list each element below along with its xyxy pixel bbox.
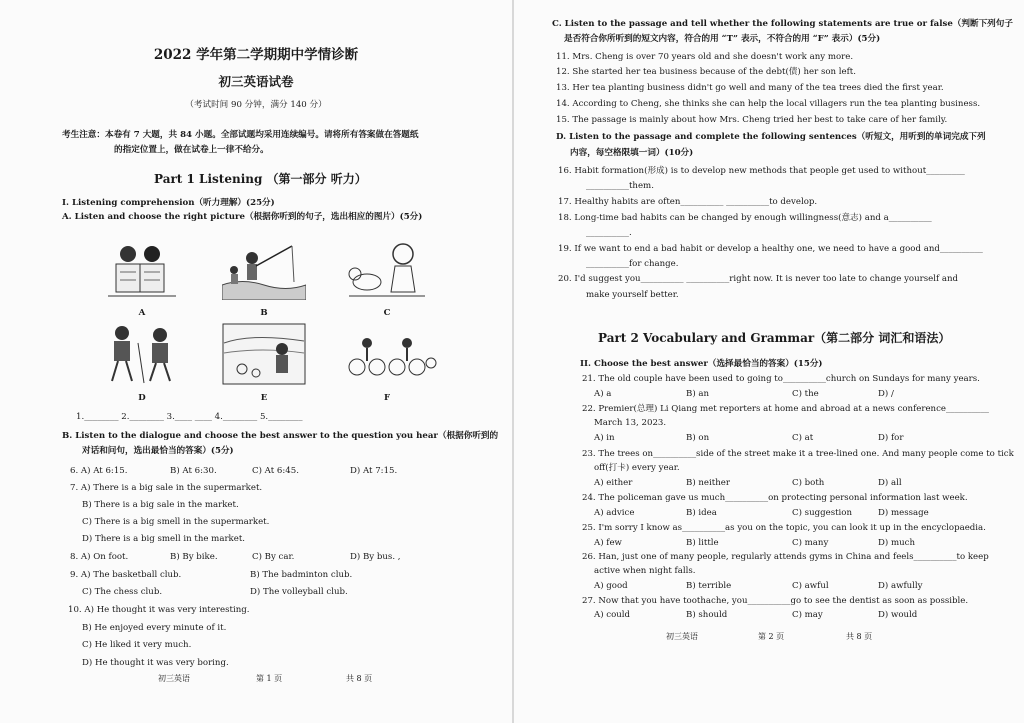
q10-d: D) He thought it was very boring. [82, 658, 229, 668]
q25-c: C) many [792, 538, 829, 548]
notice-line-1: 考生注意：本卷有 7 大题，共 84 小题。全部试题均采用连续编号。请将所有答案做在答题纸 [62, 130, 419, 140]
q19-line-1: 19. If we want to end a bad habit or develop a healthy one, we need to have a good and__________ [558, 244, 983, 254]
q24-b: B) idea [686, 508, 717, 518]
q10-c: C) He liked it very much. [82, 640, 192, 650]
q25-b: B) little [686, 538, 719, 548]
q26-d: D) awfully [878, 581, 923, 591]
q10-a: 10. A) He thought it was very interesting. [68, 605, 250, 615]
farm-field-icon [222, 323, 306, 385]
picture-d [100, 323, 184, 385]
picture-a-label: A [138, 308, 146, 318]
q23-stem: 23. The trees on__________side of the street make it a tree-lined one. And many people come to tick [582, 449, 1014, 459]
exam-info: （考试时间 90 分钟，满分 140 分） [185, 100, 327, 110]
picture-e-label: E [260, 393, 268, 403]
part2-title: Part 2 Vocabulary and Grammar（第二部分 词汇和语法） [598, 331, 951, 345]
q26-stem: 26. Han, just one of many people, regularly attends gyms in China and feels__________to keep [582, 552, 989, 562]
picture-c-label: C [383, 308, 391, 318]
q12: 12. She started her tea business because of the debt(债) her son left. [556, 67, 856, 77]
q23-b: B) neither [686, 478, 730, 488]
exam-title: 2022 学年第二学期期中学情诊断 [153, 47, 359, 63]
footer-total: 共 8 页 [346, 674, 373, 683]
q27-a: A) could [594, 610, 631, 620]
q10-b: B) He enjoyed every minute of it. [82, 623, 227, 633]
picture-f-label: F [383, 393, 391, 403]
section-A-heading: A. Listen and choose the right picture（根据你听到的句子，选出相应的图片）(5分) [62, 212, 423, 222]
q22-d: D) for [878, 433, 904, 443]
q27-d: D) would [878, 610, 918, 620]
q27-stem: 27. Now that you have toothache, you__________go to see the dentist as soon as possible. [582, 596, 969, 606]
q22-b: B) on [686, 433, 710, 443]
section-B-heading-1: B. Listen to the dialogue and choose the best answer to the question you hear（根据你听到的 [62, 431, 499, 441]
q8-d: D) By bus. , [350, 552, 401, 562]
section-II-heading: II. Choose the best answer（选择最恰当的答案）(15分) [580, 359, 823, 369]
q26-c: C) awful [792, 581, 829, 591]
picture-b-label: B [260, 308, 268, 318]
q8-c: C) By car. [252, 552, 295, 562]
q26-b: B) terrible [686, 581, 732, 591]
q6-c: C) At 6:45. [252, 466, 299, 476]
q15: 15. The passage is mainly about how Mrs. Cheng tried her best to take care of her family. [556, 115, 948, 125]
section-D-heading-1: D. Listen to the passage and complete the following sentences（听短文，用听到的单词完成下列 [556, 132, 986, 142]
q22-stem: 22. Premier(总理) Li Qiang met reporters at home and abroad at a news conference__________ [582, 404, 989, 414]
q7-a: 7. A) There is a big sale in the supermarket. [70, 483, 263, 493]
answer-blanks: 1.________ 2.________ 3.____ ____ 4.________ 5.________ [76, 412, 303, 422]
q20-line-2: make yourself better. [586, 290, 679, 300]
q24-d: D) message [878, 508, 929, 518]
cyclists-icon [345, 333, 439, 379]
q21-stem: 21. The old couple have been used to going to__________church on Sundays for many years. [582, 374, 980, 384]
exam-subtitle: 初三英语试卷 [218, 74, 294, 89]
picture-a [100, 240, 184, 300]
q22-stem-2: March 13, 2023. [594, 418, 667, 428]
q27-b: B) should [686, 610, 728, 620]
footer-subject: 初三英语 [666, 632, 698, 641]
q23-c: C) both [792, 478, 825, 488]
notice-line-2: 的指定位置上，做在试卷上一律不给分。 [114, 145, 269, 155]
part1-title: Part 1 Listening （第一部分 听力） [154, 172, 367, 186]
q16-line-1: 16. Habit formation(形成) is to develop new methods that people get used to without_________ [558, 166, 965, 176]
section-C-heading-1: C. Listen to the passage and tell whether the following statements are true or false（判断下列句子 [552, 19, 1013, 29]
q9-b: B) The badminton club. [250, 570, 353, 580]
hikers-icon [100, 323, 184, 385]
child-with-pet-icon [345, 240, 429, 300]
section-C-heading-2: 是否符合你所听到的短文内容，符合的用 “T” 表示，不符合的用 “F” 表示）(5分) [564, 34, 881, 44]
section-B-heading-2: 对话和问句，选出最恰当的答案）(5分) [82, 446, 234, 456]
footer-page: 第 2 页 [758, 632, 785, 641]
section-I-heading: I. Listening comprehension（听力理解）(25分) [62, 198, 275, 208]
q21-c: C) the [792, 389, 819, 399]
q13: 13. Her tea planting business didn't go well and many of the tea trees died the first year. [556, 83, 944, 93]
footer-page: 第 1 页 [256, 674, 283, 683]
q25-d: D) much [878, 538, 916, 548]
q23-a: A) either [594, 478, 633, 488]
q17: 17. Healthy habits are often__________ __________to develop. [558, 197, 818, 207]
q14: 14. According to Cheng, she thinks she can help the local villagers run the tea planting business. [556, 99, 981, 109]
q8-a: 8. A) On foot. [70, 552, 129, 562]
q9-a: 9. A) The basketball club. [70, 570, 182, 580]
q8-b: B) By bike. [170, 552, 218, 562]
q16-line-2: __________them. [586, 181, 654, 191]
footer-total: 共 8 页 [846, 632, 873, 641]
fishing-icon [222, 240, 306, 300]
q26-stem-2: active when night falls. [594, 566, 696, 576]
q9-d: D) The volleyball club. [250, 587, 348, 597]
picture-c [345, 240, 429, 300]
q23-d: D) all [878, 478, 902, 488]
q22-c: C) at [792, 433, 814, 443]
q21-a: A) a [594, 389, 612, 399]
section-D-heading-2: 内容，每空格限填一词）(10分) [570, 148, 694, 158]
picture-f [345, 333, 439, 379]
q25-stem: 25. I'm sorry I know as__________as you on the topic, you can look it up in the encyclopaedia. [582, 523, 986, 533]
q11: 11. Mrs. Cheng is over 70 years old and she doesn't work any more. [556, 52, 854, 62]
q26-a: A) good [594, 581, 628, 591]
q27-c: C) may [792, 610, 823, 620]
q20-line-1: 20. I'd suggest you__________ __________right now. It is never too late to change yourself and [558, 274, 959, 284]
q22-a: A) in [594, 433, 615, 443]
picture-b [222, 240, 306, 300]
q24-a: A) advice [594, 508, 635, 518]
q9-c: C) The chess club. [82, 587, 163, 597]
q6-a: 6. A) At 6:15. [70, 466, 128, 476]
picture-d-label: D [138, 393, 146, 403]
q6-b: B) At 6:30. [170, 466, 217, 476]
picture-e [222, 323, 306, 385]
q21-d: D) / [878, 389, 894, 399]
q7-b: B) There is a big sale in the market. [82, 500, 239, 510]
exam-page-2 [514, 0, 1024, 723]
q6-d: D) At 7:15. [350, 466, 398, 476]
q18-line-1: 18. Long-time bad habits can be changed by enough willingness(意志) and a__________ [558, 213, 932, 223]
couple-reading-icon [100, 240, 184, 300]
q23-stem-2: off(打卡) every year. [594, 463, 680, 473]
q18-line-2: __________. [586, 228, 632, 238]
footer-subject: 初三英语 [158, 674, 190, 683]
q21-b: B) an [686, 389, 710, 399]
q24-stem: 24. The policeman gave us much__________on protecting personal information last week. [582, 493, 968, 503]
q7-c: C) There is a big smell in the supermarket. [82, 517, 270, 527]
q7-d: D) There is a big smell in the market. [82, 534, 246, 544]
q24-c: C) suggestion [792, 508, 853, 518]
q19-line-2: __________for change. [586, 259, 679, 269]
q25-a: A) few [594, 538, 622, 548]
